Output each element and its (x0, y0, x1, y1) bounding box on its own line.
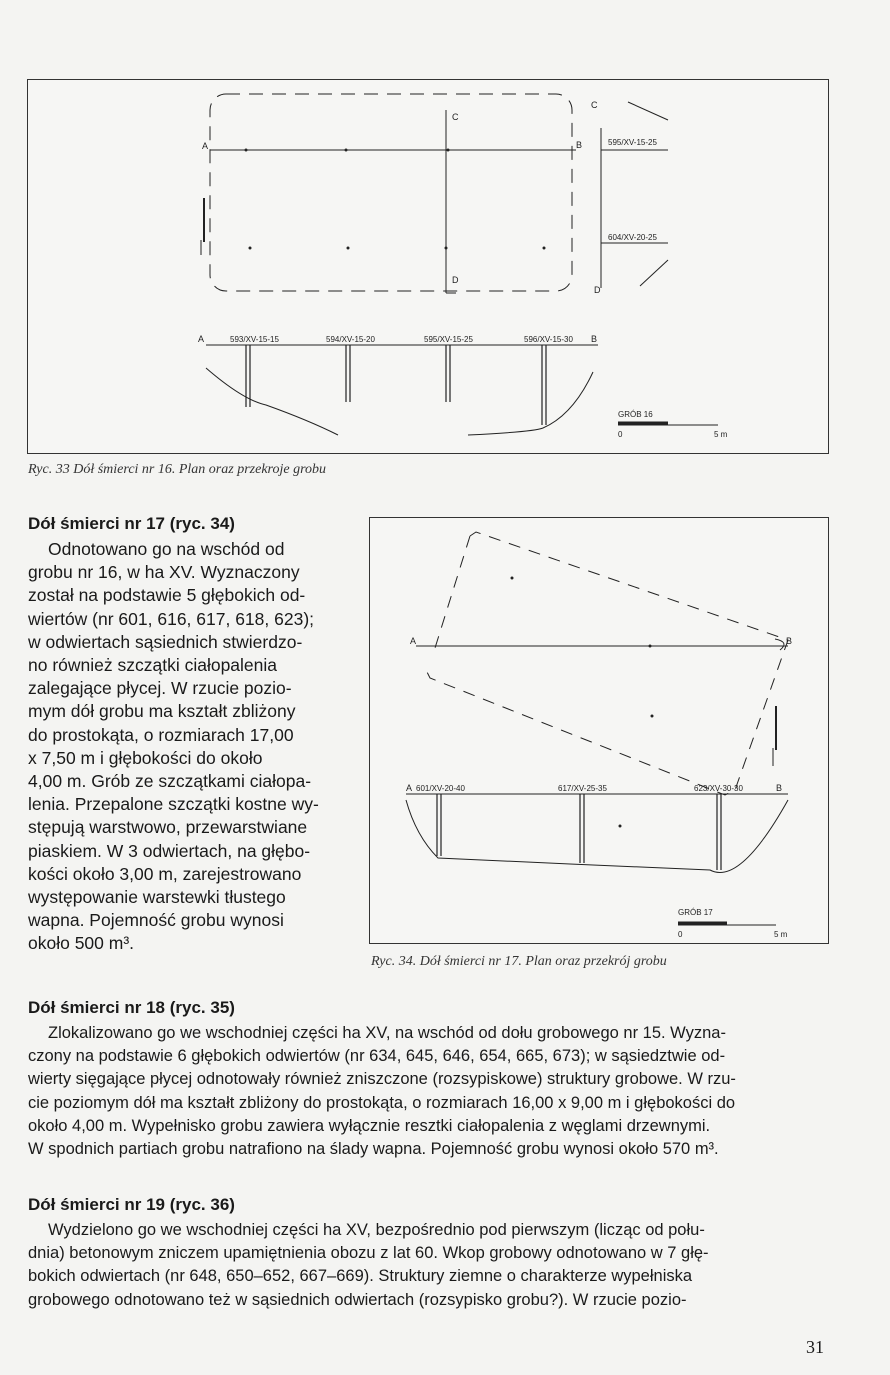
text-line: około 4,00 m. Wypełnisko grobu zawiera wyłącznie resztki ciałopalenia z węglami drzewnymi. (28, 1116, 711, 1135)
borehole-label: 604/XV-20-25 (608, 233, 657, 242)
borehole-label: 617/XV-25-35 (558, 784, 607, 793)
text-line: lenia. Przepalone szczątki kostne wy- (28, 794, 319, 815)
text-line: grobowego odnotowano też w sąsiednich odwiertach (rozsypisko grobu?). W rzucie pozio- (28, 1290, 687, 1309)
scale-end-16: 5 m (714, 430, 728, 439)
text-line: x 7,50 m i głębokości do około (28, 747, 263, 768)
grave-17-outline (425, 532, 788, 795)
scale-title-16: GRÓB 16 (618, 410, 653, 419)
borehole-label: 623/XV-30-30 (694, 784, 743, 793)
label-a-section: A (406, 783, 413, 793)
text-line: W spodnich partiach grobu natrafiono na ślady wapna. Pojemność grobu wynosi około 570 m³. (28, 1140, 719, 1159)
scale-start-17: 0 (678, 930, 683, 939)
text-line: bokich odwiertach (nr 648, 650–652, 667–669). Struktury ziemne o charakterze wypełniska (28, 1267, 693, 1286)
text-grave-18 (28, 1022, 828, 1161)
heading-grave-17: Dół śmierci nr 17 (ryc. 34) (28, 514, 235, 533)
scale-start-16: 0 (618, 430, 623, 439)
text-line: kości około 3,00 m, zarejestrowano (28, 863, 302, 884)
text-line: mym dół grobu ma kształt zbliżony (28, 701, 296, 722)
text-line: został na podstawie 5 głębokich od- (28, 585, 306, 606)
label-a-plan: A (410, 636, 417, 646)
text-line: w odwiertach sąsiednich stwierdzo- (28, 631, 303, 652)
figure-34-caption: Ryc. 34. Dół śmierci nr 17. Plan oraz przekrój grobu (371, 954, 667, 969)
borehole-label: 601/XV-20-40 (416, 784, 465, 793)
text-line: zalegające płycej. W rzucie pozio- (28, 678, 292, 699)
text-line: cie poziomym dół ma kształt zbliżony do prostokąta, o rozmiarach 16,00 x 9,00 m i głębokości do (28, 1093, 736, 1112)
label-c-section: C (591, 100, 598, 110)
text-line: grobu nr 16, w ha XV. Wyznaczony (28, 562, 300, 583)
text-line: Odnotowano go na wschód od (48, 539, 285, 559)
text-line: no również szczątki ciałopalenia (28, 655, 278, 676)
label-b-section: B (591, 334, 598, 344)
label-d-section: D (594, 285, 601, 295)
section-profile-ab (206, 368, 338, 435)
borehole-label: 595/XV-15-25 (608, 138, 657, 147)
text-line: wiertów (nr 601, 616, 617, 618, 623); (28, 608, 315, 629)
text-line: Wydzielono go we wschodniej części ha XV, bezpośrednio pod pierwszym (licząc od połu- (48, 1221, 705, 1239)
label-d-plan: D (452, 275, 459, 285)
text-line: dnia) betonowym zniczem upamiętnienia obozu z lat 60. Wkop grobowy odnotowano w 7 głę- (28, 1244, 709, 1263)
section-profile-ab (406, 800, 788, 873)
text-line: do prostokąta, o rozmiarach 17,00 (28, 724, 294, 745)
label-b-plan: B (576, 140, 583, 150)
label-c-plan: C (452, 112, 459, 122)
label-b-plan: B (786, 636, 793, 646)
borehole-label: 596/XV-15-30 (524, 335, 573, 344)
text-line: wierty sięgające płycej odnotowały również zniszczone (rozsypiskowe) struktury grobowe. W rzu- (28, 1070, 736, 1089)
borehole-label: 595/XV-15-25 (424, 335, 473, 344)
figure-33-drawing (28, 80, 828, 453)
borehole-label: 594/XV-15-20 (326, 335, 375, 344)
text-line: stępują warstwowo, przewarstwiane (28, 817, 308, 838)
figure-34-drawing (370, 518, 828, 943)
scale-end-17: 5 m (774, 930, 788, 939)
text-line: występowanie warstewki tłustego (28, 887, 286, 908)
grave-16-outline (210, 94, 572, 291)
figure-33-caption: Ryc. 33 Dół śmierci nr 16. Plan oraz przekroje grobu (28, 462, 326, 477)
figure-34 (369, 517, 829, 944)
text-line: czony na podstawie 6 głębokich odwiertów (nr 634, 645, 646, 654, 665, 673); w sąsiedztwie od- (28, 1047, 726, 1066)
text-line: około 500 m³. (28, 933, 135, 954)
figure-33 (27, 79, 829, 454)
label-a-section: A (198, 334, 205, 344)
text-line: wapna. Pojemność grobu wynosi (28, 910, 284, 931)
label-a-plan: A (202, 141, 209, 151)
heading-grave-19: Dół śmierci nr 19 (ryc. 36) (28, 1195, 235, 1214)
scale-title-17: GRÓB 17 (678, 908, 713, 917)
text-grave-17 (28, 538, 347, 956)
borehole-label: 593/XV-15-15 (230, 335, 279, 344)
heading-grave-18: Dół śmierci nr 18 (ryc. 35) (28, 998, 235, 1017)
text-line: 4,00 m. Grób ze szczątkami ciałopa- (28, 771, 312, 792)
text-line: Zlokalizowano go we wschodniej części ha XV, na wschód od dołu grobowego nr 15. Wyzna- (48, 1024, 726, 1042)
label-b-section: B (776, 783, 783, 793)
text-grave-19 (28, 1219, 828, 1312)
page-number: 31 (806, 1337, 824, 1357)
text-line: piaskiem. W 3 odwiertach, na głębo- (28, 840, 311, 861)
